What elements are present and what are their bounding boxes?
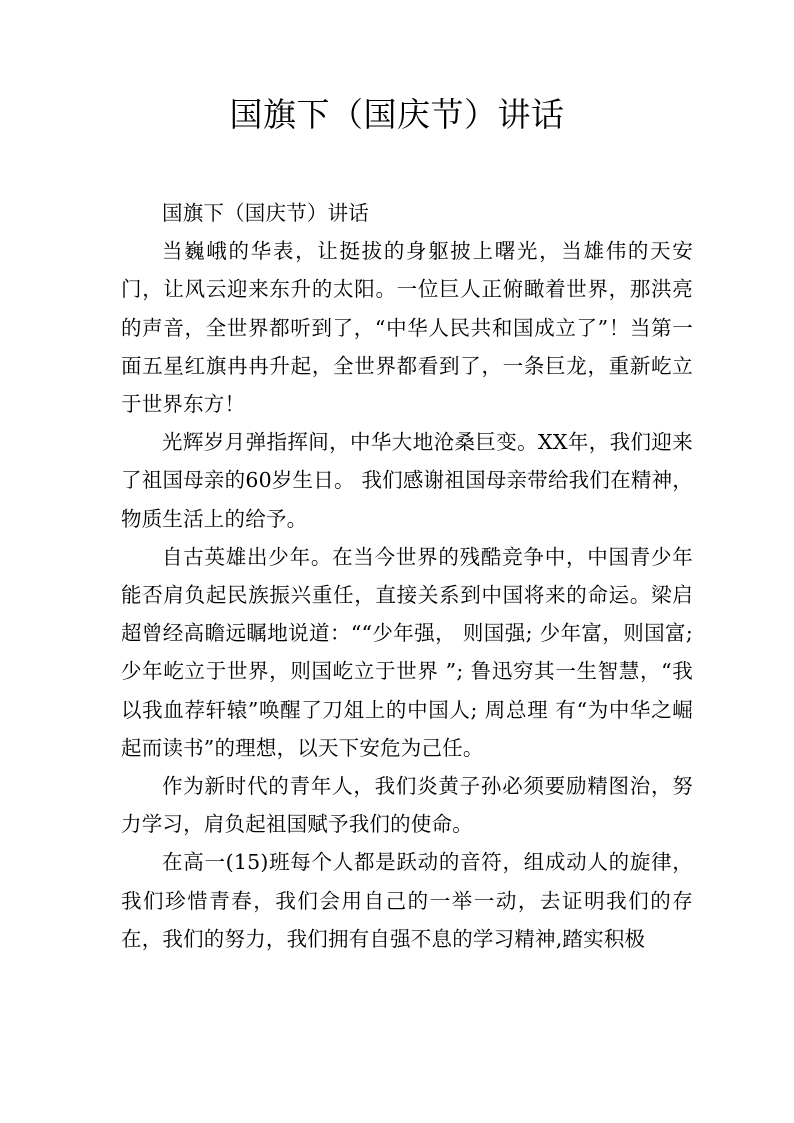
paragraph-founding: 当巍峨的华表，让挺拔的身躯披上曙光，当雄伟的天安门，让风云迎来东升的太阳。一位巨人正俯瞰着世界，那洪亮的声音，全世界都听到了，“中华人民共和国成立了”！当第一面五星红旗冉冉升起，全世界都看到了，一条巨龙，重新屹立于世界东方！ [121, 239, 693, 417]
paragraph-anniversary: 光辉岁月弹指挥间，中华大地沧桑巨变。XX年，我们迎来了祖国母亲的60岁生日。 我们感谢祖国母亲带给我们在精神，物质生活上的给予。 [121, 430, 693, 531]
paragraph-new-era: 作为新时代的青年人，我们炎黄子孙必须要励精图治，努力学习，肩负起祖国赋予我们的使命。 [121, 774, 693, 837]
document-title: 国旗下（国庆节）讲话 [229, 95, 565, 134]
paragraph-subtitle: 国旗下（国庆节）讲话 [162, 201, 369, 225]
document-body [121, 194, 693, 958]
paragraph-class: 在高一(15)班每个人都是跃动的音符，组成动人的旋律，我们珍惜青春，我们会用自己的一举一动，去证明我们的存在，我们的努力，我们拥有自强不息的学习精神,踏实积极 [121, 850, 693, 951]
paragraph-youth: 自古英雄出少年。在当今世界的残酷竞争中，中国青少年能否肩负起民族振兴重任，直接关系到中国将来的命运。梁启超曾经高瞻远瞩地说道：““少年强， 则国强; 少年富，则国富; 少年屹立于世界，则国屹立于世界 ”; 鲁迅穷其一生智慧，“我以我血荐轩辕”唤醒了刀俎上的中国人; 周总理 有“为中华之崛起而读书”的理想，以天下安危为己任。 [121, 544, 693, 760]
